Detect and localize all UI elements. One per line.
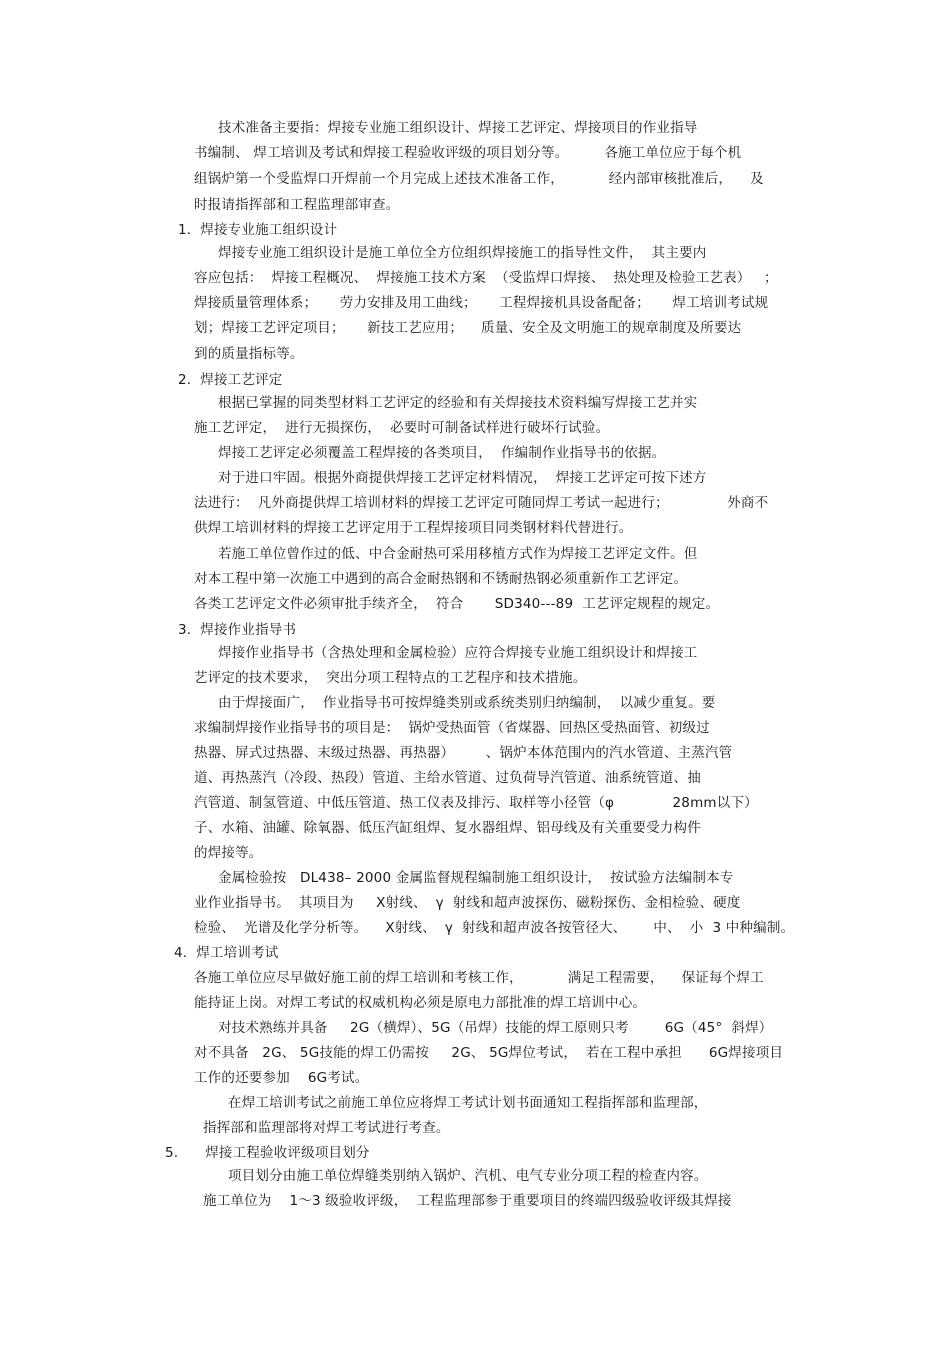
text-line: 对本工程中第一次施工中遇到的高合金耐热钢和不锈耐热钢必须重新作工艺评定。 [194, 571, 688, 587]
text-line: 对技术熟练并具备 2G（横焊）、5G（吊焊）技能的焊工原则只考 6G（45° 斜焊） [218, 1020, 773, 1036]
text-line: 道、再热蒸汽（冷段、热段）管道、主给水管道、过负荷导汽管道、油系统管道、抽 [194, 770, 701, 786]
section-heading: 2. 焊接工艺评定 [178, 372, 283, 388]
text-line: 焊接工艺评定必须覆盖工程焊接的各类项目， 作编制作业指导书的依据。 [218, 445, 666, 461]
text-line: 金属检验按 DL438– 2000 金属监督规程编制施工组织设计， 按试验方法编制本专 [218, 870, 734, 886]
text-line: 划；焊接工艺评定项目； 新技工艺应用； 质量、安全及文明施工的规章制度及所要达 [194, 320, 742, 336]
text-line: 在焊工培训考试之前施工单位应将焊工考试计划书面通知工程指挥部和监理部， [228, 1095, 708, 1111]
section-heading: 5. 焊接工程验收评级项目划分 [165, 1145, 370, 1161]
text-line: 子、水箱、油罐、除氧器、低压汽缸组焊、复水器组焊、铝母线及有关重要受力构件 [194, 820, 701, 836]
text-line: 各施工单位应尽早做好施工前的焊工培训和考核工作， 满足工程需要， 保证每个焊工 [194, 970, 764, 986]
text-line: 业作业指导书。 其项目为 X射线、 γ 射线和超声波探伤、磁粉探伤、金相检验、硬度 [194, 895, 741, 911]
text-line: 施工单位为 1～3 级验收评级， 工程监理部参于重要项目的终端四级验收评级其焊接 [203, 1193, 732, 1209]
text-line: 供焊工培训材料的焊接工艺评定用于工程焊接项目同类钢材料代替进行。 [194, 520, 633, 536]
text-line: 施工艺评定， 进行无损探伤， 必要时可制备试样进行破坏行试验。 [194, 420, 610, 436]
text-line: 热器、屏式过热器、末级过热器、再热器） 、锅炉本体范围内的汽水管道、主蒸汽管 [194, 745, 733, 761]
text-line: 焊接作业指导书（含热处理和金属检验）应符合焊接专业施工组织设计和焊接工 [218, 645, 698, 661]
section-heading: 4. 焊工培训考试 [174, 945, 279, 961]
text-line: 艺评定的技术要求， 突出分项工程特点的工艺程序和技术措施。 [194, 670, 587, 686]
text-line: 检验、 光谱及化学分析等。 X射线、 γ 射线和超声波各按管径大、 中、 小 3 中种编制。 [194, 920, 795, 936]
section-heading: 1. 焊接专业施工组织设计 [178, 222, 338, 238]
text-line: 指挥部和监理部将对焊工考试进行考查。 [203, 1120, 450, 1136]
text-line: 技术准备主要指：焊接专业施工组织设计、焊接工艺评定、焊接项目的作业指导 [218, 120, 698, 136]
text-line: 焊接专业施工组织设计是施工单位全方位组织焊接施工的指导性文件， 其主要内 [218, 245, 707, 261]
text-line: 法进行： 凡外商提供焊工培训材料的焊接工艺评定可随同焊工考试一起进行； 外商不 [194, 495, 769, 511]
text-line: 到的质量指标等。 [194, 346, 304, 362]
text-line: 对于进口牢固。根据外商提供焊接工艺评定材料情况， 焊接工艺评定可按下述方 [218, 470, 707, 486]
text-line: 根据已掌握的同类型材料工艺评定的经验和有关焊接技术资料编写焊接工艺并实 [218, 395, 698, 411]
text-line: 组锅炉第一个受监焊口开焊前一个月完成上述技术准备工作， 经内部审核批准后， 及 [194, 171, 764, 187]
text-line: 由于焊接面广， 作业指导书可按焊缝类别或系统类别归纳编制， 以减少重复。要 [218, 695, 716, 711]
text-line: 汽管道、制氢管道、中低压管道、热工仪表及排污、取样等小径管（φ 28mm以下） [194, 795, 758, 811]
text-line: 求编制焊接作业指导书的项目是： 锅炉受热面管（省煤器、回热区受热面管、初级过 [194, 720, 710, 736]
text-line: 书编制、 焊工培训及考试和焊接工程验收评级的项目划分等。 各施工单位应于每个机 [194, 145, 742, 161]
text-line: 能持证上岗。对焊工考试的权威机构必须是原电力部批准的焊工培训中心。 [194, 995, 647, 1011]
text-line: 的焊接等。 [194, 845, 263, 861]
section-heading: 3. 焊接作业指导书 [178, 622, 297, 638]
text-line: 容应包括： 焊接工程概况、 焊接施工技术方案 （受监焊口焊接、 热处理及检验工艺表） ； [194, 270, 778, 286]
text-line: 项目划分由施工单位焊缝类别纳入锅炉、汽机、电气专业分项工程的检查内容。 [228, 1168, 708, 1184]
text-line: 时报请指挥部和工程监理部审查。 [194, 197, 400, 213]
text-line: 工作的还要参加 6G考试。 [194, 1070, 369, 1086]
text-line: 各类工艺评定文件必须审批手续齐全， 符合 SD340---89 工艺评定规程的规定。 [194, 596, 720, 612]
text-line: 若施工单位曾作过的低、中合金耐热可采用移植方式作为焊接工艺评定文件。但 [218, 546, 698, 562]
text-line: 焊接质量管理体系； 劳力安排及用工曲线； 工程焊接机具设备配备； 焊工培训考试规 [194, 295, 769, 311]
text-line: 对不具备 2G、 5G技能的焊工仍需按 2G、 5G焊位考试， 若在工程中承担 6G焊接项目 [194, 1045, 784, 1061]
